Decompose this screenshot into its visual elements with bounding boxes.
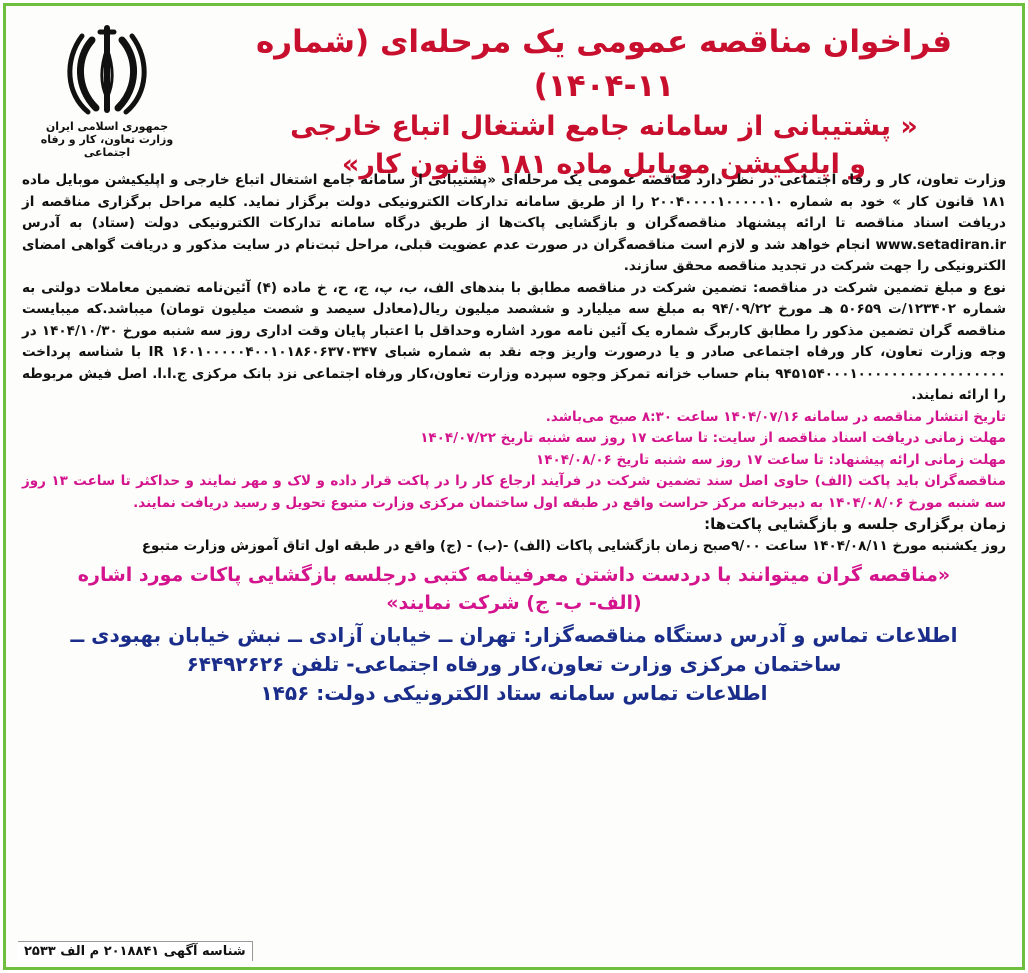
notice-content [14, 12, 1014, 963]
proposal-deadline: مهلت زمانی ارائه پیشنهاد: تا ساعت ۱۷ روز سه شنبه تاریخ ۱۴۰۴/۰۸/۰۶ [536, 451, 1006, 468]
iban-number: IR ۱۶۰۱۰۰۰۰۰۴۰۰۱۰۱۸۶۰۶۳۷۰۳۴۷ [148, 344, 378, 360]
iran-emblem-icon [62, 18, 152, 118]
session-heading: زمان برگزاری جلسه و بازگشایی پاکت‌ها: [704, 515, 1006, 533]
attendance-line-2: (الف- ب- ج) شرکت نمایند» [386, 592, 642, 614]
contact-line-3: اطلاعات تماس سامانه ستاد الکترونیکی دولت: ۱۴۵۶ [260, 681, 768, 705]
emblem-block [22, 18, 192, 178]
title-line-3: و اپلیکیشن موبایل ماده ۱۸۱ قانون کار» [341, 149, 867, 180]
envelope-notice: مناقصه‌گران باید پاکت (الف) حاوی اصل سند تضمین شرکت در فرآیند ارجاع کار را در پاکت قرار داده و لاک و مهر نمایند و حداکثر تا ساعت ۱۳ روز سه شنبه مورخ ۱۴۰۴/۰۸/۰۶ به دبیرخانه مرکز حراست واقع در طبقه اول ساختمان مرکزی وزارت متبوع تحویل و رسید دریافت نمایند. [22, 473, 1006, 511]
contact-line-1: اطلاعات تماس و آدرس دستگاه مناقصه‌گزار: تهران ــ خیابان آزادی ــ نبش خیابان بهبودی ــ [70, 623, 958, 647]
session-detail: روز یکشنبه مورخ ۱۴۰۴/۰۸/۱۱ ساعت ۹/۰۰صبح زمان بازگشایی پاکات (الف) -(ب) - (ج) واقع در طبقه اول اتاق آموزش وزارت متبوع [141, 537, 1006, 554]
attendance-notice [22, 561, 1006, 617]
website-link[interactable]: www.setadiran.ir [875, 236, 1006, 253]
title-line-1: فراخوان مناقصه عمومی یک مرحله‌ای (شماره ۱۱-۱۴۰۴) [255, 24, 953, 104]
publish-date: تاریخ انتشار مناقصه در سامانه ۱۴۰۴/۰۷/۱۶ ساعت ۸:۳۰ صبح می‌باشد. [545, 408, 1006, 425]
intro-paragraph [22, 170, 1006, 278]
intro-text-1: وزارت تعاون، کار و رفاه اجتماعی در نظر دارد مناقصه عمومی یک مرحله‌ای «پشتیبانی از سامانه جامع اشتغال اتباع خارجی و اپلیکیشن موبایل ماده ۱۸۱ قانون کار » خود به شماره ۲۰۰۴۰۰۰۰۱۰۰۰۰۰۱۰ را از طریق سامانه تدارکات الکترونیکی دولت برگزار نماید. کلیه مراحل برگزاری مناقصه از دریافت اسناد مناقصه تا ارائه پیشنهاد مناقصه‌گران و بازگشایی پاکت‌ها از طریق درگاه سامانه تدارکات الکترونیکی دولت (ستاد) به آدرس [22, 172, 1006, 231]
docs-deadline: مهلت زمانی دریافت اسناد مناقصه از سایت: تا ساعت ۱۷ روز سه شنبه تاریخ ۱۴۰۴/۰۷/۲۲ [420, 430, 1006, 446]
attendance-line-1: «مناقصه گران میتوانند با دردست داشتن معرفینامه کتبی درجلسه بازگشایی پاکات مورد اشاره [77, 564, 951, 586]
notice-body [22, 170, 1006, 708]
notice-frame [3, 3, 1025, 970]
ad-code-badge: شناسه آگهی ۲۰۱۸۸۴۱ م الف ۲۵۳۳ [18, 941, 253, 961]
intro-text-2: انجام خواهد شد و لازم است مناقصه‌گران در صورت عدم عضویت قبلی، مراحل ثبت‌نام در سایت مذکور و دریافت گواهی امضای الکترونیکی را جهت شرکت در تجدید مناقصه محقق سازند. [22, 236, 1006, 274]
title-line-2: « پشتیبانی از سامانه جامع اشتغال اتباع خارجی [290, 111, 918, 142]
notice-title [204, 20, 1004, 184]
guarantee-text-2: با شناسه پرداخت ۹۴۵۱۵۴۰۰۰۱۰۰۰۰۰۰۰۰۰۰۰۰۰۰۰۰۰۰ بنام حساب خزانه تمرکز وجوه سپرده وزارت تعاون،کار ورفاه اجتماعی نزد بانک مرکزی ج.ا.ا. اصل فیش مربوطه را ارائه نمایند. [22, 344, 1006, 403]
guarantee-paragraph [22, 278, 1006, 407]
contact-line-2: ساختمان مرکزی وزارت تعاون،کار ورفاه اجتماعی- تلفن ۶۴۴۹۲۶۲۶ [186, 652, 842, 676]
emblem-country-name: جمهوری اسلامی ایران [45, 120, 169, 133]
guarantee-text-1: نوع و مبلغ تضمین شرکت در مناقصه: تضمین شرکت در مناقصه مطابق با بندهای الف، ب، پ، ج، ح، خ ماده (۴) آئین‌نامه تضمین معاملات دولتی به شماره ۱۲۳۴۰۲/ت ۵۰۶۵۹ هـ مورخ ۹۴/۰۹/۲۲ به مبلغ سه میلیارد و ششصد میلیون ریال(معادل سیصد و شصت میلیون تومان) میباشد.که میبایست مناقصه گران تضمین مذکور را مطابق کاربرگ شماره یک آئین نامه مورد اشاره وحداقل با اعتبار پایان وقت اداری روز سه شنبه مورخ ۱۴۰۴/۱۰/۳۰ در وجه وزارت تعاون، کار ورفاه اجتماعی صادر و یا درصورت واریز وجه نقد به شماره شبای [22, 279, 1006, 360]
contact-block [22, 621, 1006, 708]
emblem-ministry-name: وزارت تعاون، کار و رفاه اجتماعی [40, 133, 174, 159]
